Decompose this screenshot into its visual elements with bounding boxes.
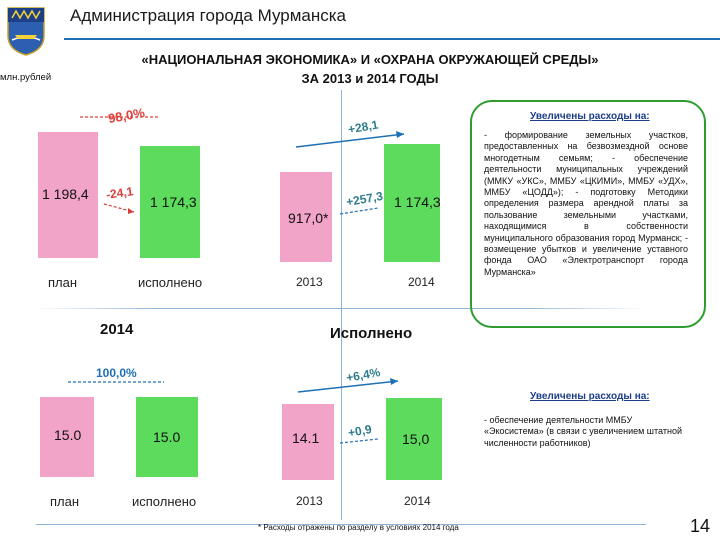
top-info-box-text: - формирование земельных участков, предоставленных на безвозмездной основе многодетным семьям; - обеспечение деятельности муниципальных учреждений (ММКУ «УКС», ММБУ «ЦКИМИ», ММБУ «УДХ», ММБУ «ЦОДД»); - подготовку Методики определения размера арендной платы за пользование земельными участками, находящимися в собственности муниципального образования город Мурманск; - возмещение убытков и увеличение уставного фонда ОАО «Электротранспорт города Мурманска» (484, 130, 688, 277)
bottom-left-actual-value: 15.0 (153, 429, 181, 445)
page-title-line1: «НАЦИОНАЛЬНАЯ ЭКОНОМИКА» И «ОХРАНА ОКРУЖАЮЩЕЙ СРЕДЫ» (141, 52, 599, 67)
top-left-diff: -24,1 (105, 184, 135, 202)
top-left-actual-label: исполнено (138, 275, 203, 290)
top-right-2014-value: 1 174,3 (394, 194, 441, 210)
top-right-2013-value: 917,0* (288, 210, 329, 226)
unit-label: млн.рублей (0, 72, 52, 83)
top-left-plan-value: 1 198,4 (42, 186, 89, 202)
bottom-right-delta-total: +6,4% (345, 365, 382, 385)
page-title-line2: ЗА 2013 и 2014 ГОДЫ (301, 71, 439, 86)
section-label-year: 2014 (100, 321, 134, 338)
bottom-left-actual-label: исполнено (132, 494, 197, 509)
section-label-executed: Исполнено (330, 325, 413, 342)
bottom-right-2013-label: 2013 (296, 494, 323, 508)
bottom-info-title: Увеличены расходы на: (530, 391, 650, 402)
top-left-percent: 98,0% (106, 104, 146, 127)
top-right-2014-label: 2014 (408, 275, 435, 289)
bottom-left-percent: 100,0% (96, 366, 137, 380)
bottom-right-2014-value: 15,0 (402, 431, 430, 447)
top-right-delta-total: +28,1 (347, 117, 380, 137)
top-right-delta-mid: +257,3 (345, 188, 384, 210)
bottom-right-2013-value: 14.1 (292, 430, 320, 446)
top-right-2013-label: 2013 (296, 275, 323, 289)
top-info-box-title: Увеличены расходы на: (530, 111, 650, 122)
bottom-left-plan-value: 15.0 (54, 427, 82, 443)
bottom-left-plan-label: план (50, 494, 80, 509)
footnote: * Расходы отражены по разделу в условиях 2014 года (258, 523, 459, 532)
bottom-right-delta-mid: +0,9 (346, 422, 373, 440)
bottom-right-2014-label: 2014 (404, 494, 431, 508)
top-left-actual-value: 1 174,3 (150, 194, 197, 210)
bottom-info-text: - обеспечение деятельности ММБУ «Экосистема» (в связи с увеличением штатной численности работников) (484, 415, 682, 448)
org-title: Администрация города Мурманска (70, 6, 347, 25)
page-number: 14 (690, 516, 711, 536)
top-left-plan-label: план (48, 275, 78, 290)
